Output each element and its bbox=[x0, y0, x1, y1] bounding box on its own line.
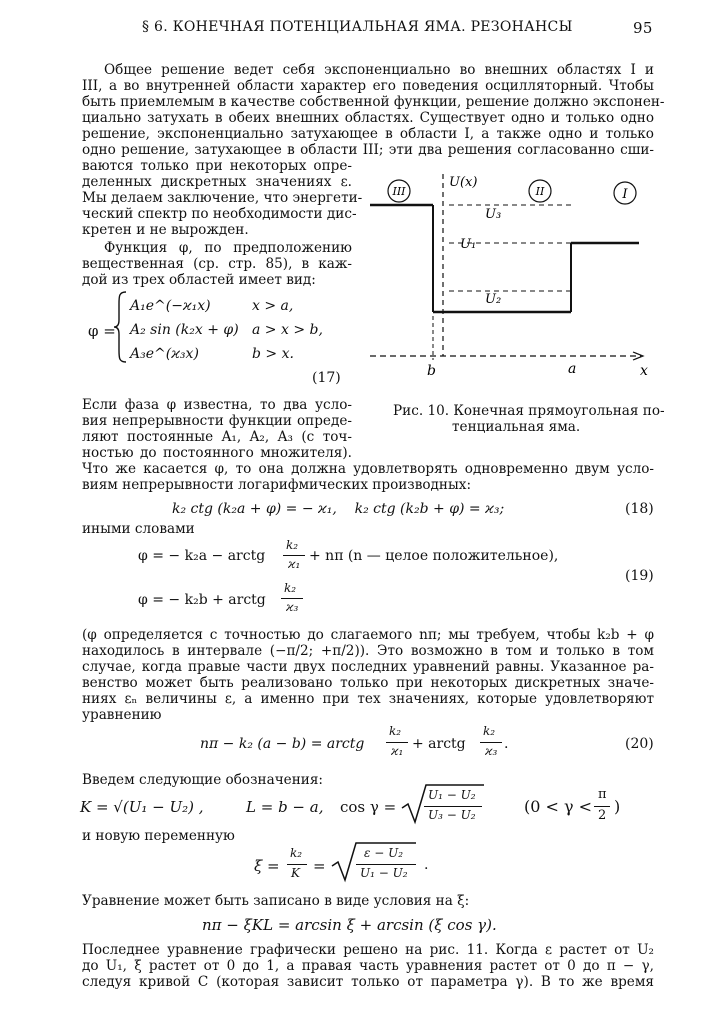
text-line: Уравнение может быть записано в виде условия на ξ: bbox=[82, 893, 470, 909]
text-line: ниях εₙ величины ε, а именно при тех значениях, которые удовлетворяют bbox=[82, 691, 654, 707]
text-line: ческий спектр по необходимости дис- bbox=[82, 206, 357, 222]
eq19-frac2-den: ϰ₃ bbox=[286, 600, 299, 614]
eq-xi-lhs: ξ = bbox=[254, 857, 280, 875]
eq17-row1-expr: A₁e^(−ϰ₁x) bbox=[130, 298, 211, 314]
eq17-row1-cond: x > a, bbox=[252, 298, 294, 314]
eq-xi-tail: . bbox=[424, 857, 429, 873]
text-line: деленных дискретных значениях ε. bbox=[82, 174, 352, 190]
eq-range-bar bbox=[594, 806, 610, 807]
running-header: § 6. КОНЕЧНАЯ ПОТЕНЦИАЛЬНАЯ ЯМА. РЕЗОНАНСЫ bbox=[142, 19, 573, 35]
eq17-number: (17) bbox=[312, 370, 341, 386]
eq20-mid: + arctg bbox=[412, 736, 466, 752]
figure-caption-line2: тенциальная яма. bbox=[452, 419, 581, 435]
text-line: Функция φ, по предположению bbox=[104, 240, 352, 256]
text-line: уравнению bbox=[82, 707, 162, 723]
text-line: Мы делаем заключение, что энергети- bbox=[82, 190, 363, 206]
text-line: Общее решение ведет себя экспоненциально во внешних областях I и bbox=[104, 62, 654, 78]
x-label-a: a bbox=[568, 361, 577, 377]
eq20-frac1-den: ϰ₁ bbox=[391, 744, 404, 758]
eq20-frac2-num: k₂ bbox=[483, 724, 496, 738]
eq-cos-bar bbox=[424, 806, 482, 807]
text-line: виям непрерывности логарифмических производных: bbox=[82, 477, 472, 493]
eq17-row2-expr: A₂ sin (k₂x + φ) bbox=[130, 322, 239, 338]
eq20-frac2-bar bbox=[480, 742, 502, 743]
eq-def-l: L = b − a, bbox=[246, 798, 324, 816]
eq20-tail: . bbox=[504, 736, 509, 752]
eq-range-close: ) bbox=[614, 797, 621, 816]
eq19-line2: φ = − k₂b + arctg bbox=[138, 592, 266, 608]
eq-xi-r-bar bbox=[356, 864, 416, 865]
figure-potential-well bbox=[365, 168, 665, 388]
eq-xi-f-bar bbox=[287, 864, 307, 865]
eq-xi-f-den: K bbox=[291, 866, 300, 880]
eq-xi-eq: = bbox=[313, 857, 326, 875]
eq19-frac2-bar bbox=[281, 598, 303, 599]
eq19-frac1-den: ϰ₁ bbox=[288, 557, 301, 571]
text-line: одно решение, затухающее в области III; эти два решения согласованно сши- bbox=[82, 142, 654, 158]
eq17-lhs: φ = bbox=[88, 322, 116, 340]
eq-cos-num: U₁ − U₂ bbox=[428, 788, 476, 802]
text-line: вещественная (ср. стр. 85), в каж- bbox=[82, 256, 352, 272]
text-line: следуя кривой C (которая зависит только от параметра γ). В то же время bbox=[82, 974, 654, 990]
level-u3-label: U₃ bbox=[485, 207, 502, 222]
text-line: и новую переменную bbox=[82, 828, 235, 844]
y-axis-label: U(x) bbox=[449, 175, 478, 190]
text-line: ваются только при некоторых опре- bbox=[82, 158, 352, 174]
eq19-number: (19) bbox=[625, 568, 654, 584]
eq17-brace bbox=[112, 290, 128, 364]
eq20-lhs: nπ − k₂ (a − b) = arctg bbox=[200, 736, 365, 752]
eq19-frac1-num: k₂ bbox=[286, 538, 299, 552]
level-u1-label: U₁ bbox=[460, 237, 477, 252]
text-line: решение, экспоненциально затухающее в области I, а также одно и только bbox=[82, 126, 654, 142]
x-label-x: x bbox=[640, 363, 648, 379]
eq19-line1: φ = − k₂a − arctg bbox=[138, 548, 266, 564]
eq18-number: (18) bbox=[625, 501, 654, 517]
text-line: вия непрерывности функции опреде- bbox=[82, 413, 352, 429]
eq-xi-f-num: k₂ bbox=[290, 846, 303, 860]
text-line: случае, когда правые части двух последних уравнений равны. Указанное ра- bbox=[82, 659, 654, 675]
eq-def-cos: cos γ = bbox=[340, 798, 397, 816]
eq-xi-r-den: U₁ − U₂ bbox=[360, 866, 408, 880]
text-line: дой из трех областей имеет вид: bbox=[82, 272, 316, 288]
level-u2-label: U₂ bbox=[485, 292, 502, 307]
text-line: иными словами bbox=[82, 521, 195, 537]
region-III-label: III bbox=[392, 185, 406, 198]
eq-range: (0 < γ < bbox=[524, 797, 593, 816]
page-number: 95 bbox=[633, 19, 653, 37]
eq20-frac1-num: k₂ bbox=[389, 724, 402, 738]
eq19-line1-tail: + nπ (n — целое положительное), bbox=[309, 548, 559, 564]
text-line: Введем следующие обозначения: bbox=[82, 772, 323, 788]
text-line: III, а во внутренней области характер его поведения осцилляторный. Чтобы bbox=[82, 78, 654, 94]
eq20-frac1-bar bbox=[386, 742, 408, 743]
eq17-row3-cond: b > x. bbox=[252, 346, 294, 362]
eq20-frac2-den: ϰ₃ bbox=[485, 744, 498, 758]
eq17-row2-cond: a > x > b, bbox=[252, 322, 323, 338]
eq19-frac2-num: k₂ bbox=[284, 581, 297, 595]
text-line: Последнее уравнение графически решено на рис. 11. Когда ε растет от U₂ bbox=[82, 942, 654, 958]
region-I-label: I bbox=[622, 187, 628, 202]
text-line: Что же касается φ, то она должна удовлетворять одновременно двум усло- bbox=[82, 461, 654, 477]
eq18-expr: k₂ ctg (k₂a + φ) = − ϰ₁, k₂ ctg (k₂b + φ) = ϰ₃; bbox=[172, 501, 505, 517]
eq17-row3-expr: A₃e^(ϰ₃x) bbox=[130, 346, 199, 362]
text-line: ляют постоянные A₁, A₂, A₃ (с точ- bbox=[82, 429, 352, 445]
eq-def-k: K = √(U₁ − U₂) , bbox=[80, 798, 204, 816]
region-II-label: II bbox=[535, 185, 545, 198]
text-line: (φ определяется с точностью до слагаемого nπ; мы требуем, чтобы k₂b + φ bbox=[82, 627, 654, 643]
text-line: Если фаза φ известна, то два усло- bbox=[82, 397, 352, 413]
eq-final: nπ − ξKL = arcsin ξ + arcsin (ξ cos γ). bbox=[202, 916, 497, 934]
figure-caption-line1: Рис. 10. Конечная прямоугольная по- bbox=[393, 403, 665, 419]
x-label-b: b bbox=[427, 363, 436, 379]
text-line: быть приемлемым в качестве собственной функции, решение должно экспонен- bbox=[82, 94, 665, 110]
text-line: кретен и не вырожден. bbox=[82, 222, 249, 238]
eq20-number: (20) bbox=[625, 736, 654, 752]
eq-xi-r-num: ε − U₂ bbox=[364, 846, 404, 860]
eq-range-num: π bbox=[598, 787, 607, 802]
text-line: находилось в интервале (−π/2; +π/2)). Это возможно в том и только в том bbox=[82, 643, 654, 659]
text-line: до U₁, ξ растет от 0 до 1, а правая часть уравнения растет от 0 до π − γ, bbox=[82, 958, 654, 974]
text-line: циально затухать в обеих внешних областях. Существует одно и только одно bbox=[82, 110, 654, 126]
eq-cos-den: U₃ − U₂ bbox=[428, 808, 476, 822]
eq-range-den: 2 bbox=[598, 808, 607, 823]
eq19-frac1-bar bbox=[283, 555, 305, 556]
text-line: ностью до постоянного множителя). bbox=[82, 445, 352, 461]
text-line: венство может быть реализовано только при некоторых дискретных значе- bbox=[82, 675, 654, 691]
